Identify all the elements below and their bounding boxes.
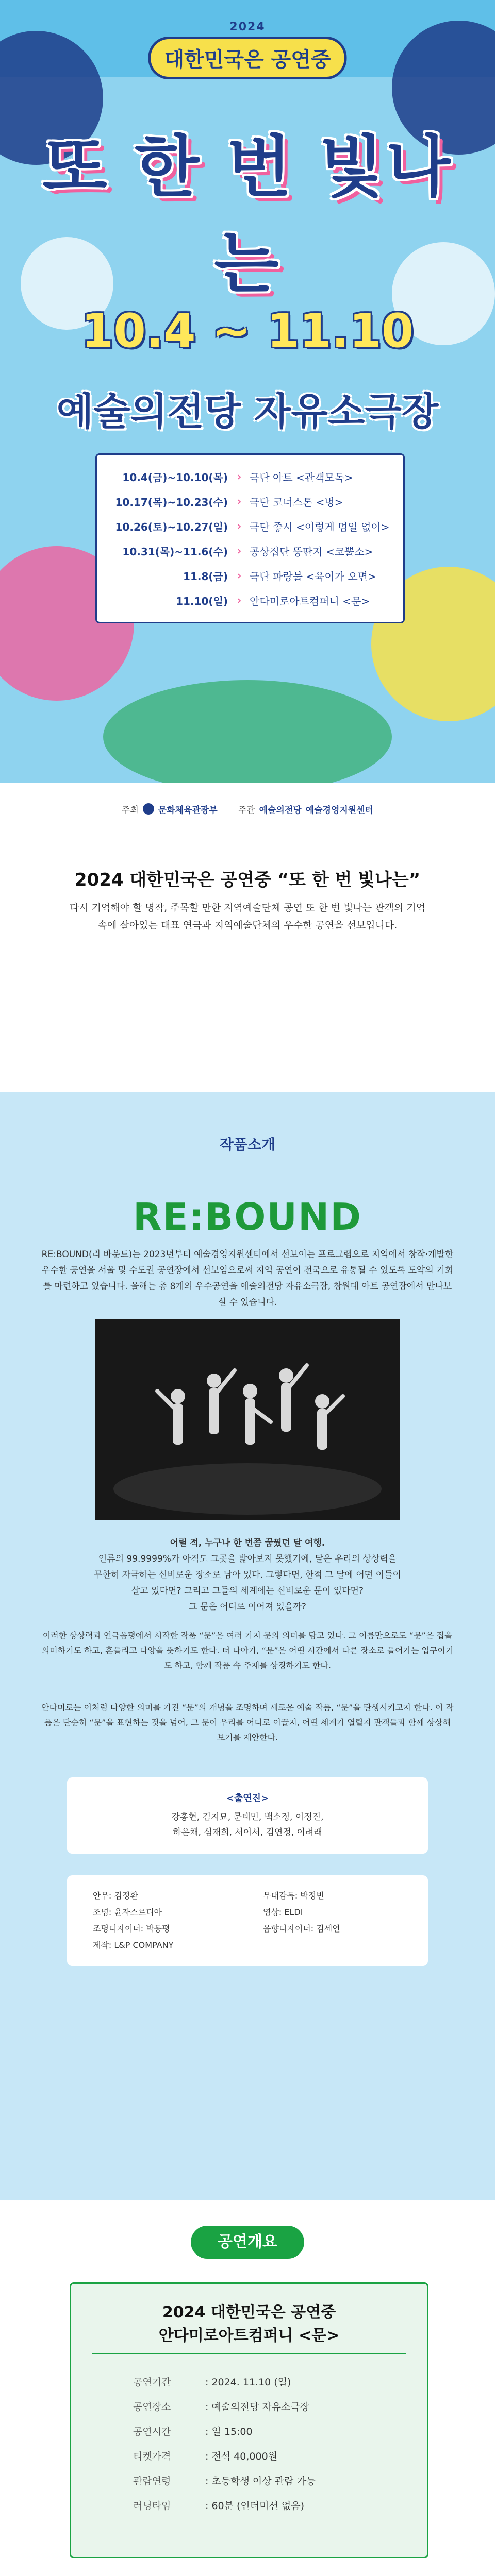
schedule-title: 극단 코너스톤 <벙> bbox=[250, 496, 343, 509]
schedule-row bbox=[109, 588, 391, 613]
host-label: 주최 bbox=[121, 805, 139, 816]
schedule-row bbox=[109, 464, 391, 489]
staff-item: 무대감독: 박정빈 bbox=[263, 1891, 324, 1901]
staff-item: 영상: ELDI bbox=[263, 1907, 303, 1917]
hero-year: 2024 bbox=[229, 21, 266, 33]
poem-line: 무한히 자극하는 신비로운 장소로 남아 있다. 그렇다면, 한적 그 달에 어떤 이들이 bbox=[94, 1570, 401, 1580]
overview-key: 관람연령 bbox=[133, 2475, 171, 2487]
staff-item: 안무: 김정환 bbox=[93, 1891, 138, 1901]
overview-value: : 2024. 11.10 (일) bbox=[205, 2376, 291, 2388]
hero-badge bbox=[148, 21, 346, 79]
organizer-label: 주관 bbox=[238, 805, 255, 816]
schedule-date: 11.8(금) bbox=[183, 570, 228, 583]
schedule-date: 10.17(목)~10.23(수) bbox=[115, 496, 228, 509]
organizer-credit bbox=[238, 803, 373, 816]
hero-main-title: 또 한 번 빛나는 bbox=[42, 128, 453, 302]
poem-line: 살고 있다면? 그리고 그들의 세계에는 신비로운 문이 있다면? bbox=[131, 1586, 364, 1596]
staff-item: 조명디자이너: 박동평 bbox=[93, 1924, 170, 1934]
organizer2-name: 예술경영지원센터 bbox=[305, 805, 374, 816]
overview-value: : 초등학생 이상 관람 가능 bbox=[205, 2475, 316, 2487]
staff-box bbox=[67, 1875, 428, 1966]
schedule-row bbox=[109, 514, 391, 538]
story-paragraph-2: 안다미로는 이처럼 다양한 의미를 가진 “문”의 개념을 조명하며 새로운 예술 작품, “문”을 탄생시키고자 한다. 이 작품은 단순히 “문”을 표현하는 것을 넘어, 그 문이 우리를 어디로 이끌지, 어떤 세계가 열릴지 관객들과 함께 상상해보기를 제안한다. bbox=[41, 1703, 454, 1742]
overview-row bbox=[133, 2369, 391, 2394]
schedule-date: 10.4(금)~10.10(목) bbox=[122, 471, 228, 484]
overview-row bbox=[133, 2394, 391, 2418]
government-logo-icon bbox=[143, 803, 154, 815]
overview-key: 공연기간 bbox=[133, 2376, 171, 2388]
rebound-logo: RE:BOUND bbox=[133, 1195, 362, 1239]
poem-line: 어릴 적, 누구나 한 번쯤 꿈꿨던 달 여행. bbox=[170, 1538, 325, 1548]
staff-item: 제작: L&P COMPANY bbox=[93, 1940, 174, 1950]
overview-details bbox=[133, 2369, 391, 2517]
overview-row bbox=[133, 2493, 391, 2517]
overview-row bbox=[133, 2468, 391, 2493]
schedule-title: 극단 아트 <관객모독> bbox=[250, 471, 353, 484]
cast-heading: <출연진> bbox=[226, 1793, 269, 1804]
poem-block bbox=[52, 1535, 443, 1615]
overview-value: : 예술의전당 자유소극장 bbox=[205, 2401, 310, 2413]
cast-box bbox=[67, 1777, 428, 1854]
host-name: 문화체육관광부 bbox=[158, 805, 218, 816]
schedule-row bbox=[109, 538, 391, 563]
decor-ellipse bbox=[103, 680, 392, 793]
overview-row bbox=[133, 2418, 391, 2443]
rebound-description: RE:BOUND(리 바운드)는 2023년부터 예술경영지원센터에서 선보이는 프로그램으로 지역에서 창작·개발한 우수한 공연을 서울 및 수도권 공연장에서 선보임으로써 지역 공연이 전국으로 유통될 수 있도록 도약의 기회를 마련하고 있습니다. 올해는 총 8개의 우수공연을 예술의전당 자유소극장, 창원대 아트 공연장에서 만나보실 수 있습니다. bbox=[41, 1249, 454, 1308]
staff-item: 조명: 윤자스르디아 bbox=[93, 1907, 162, 1917]
overview-value: : 일 15:00 bbox=[205, 2426, 253, 2437]
schedule-row bbox=[109, 563, 391, 588]
organizer-name: 예술의전당 bbox=[259, 805, 302, 816]
overview-key: 공연시간 bbox=[133, 2426, 171, 2437]
story-paragraph: 이러한 상상력과 연극음평에서 시작한 작품 “문”은 여러 가지 문의 의미를 담고 있다. 그 이름만으로도 “문”은 집을 의미하기도 하고, 흔들리고 다양을 뜻하기도 한다. 더 나아가, “문”은 어떤 시간에서 다른 장소로 들어가는 입구이기도 하고, 함께 작품 속 주제를 상징하기도 한다. bbox=[41, 1631, 454, 1670]
poem-line: 그 문은 어디로 이어져 있을까? bbox=[189, 1602, 306, 1612]
schedule-box bbox=[95, 453, 405, 623]
overview-divider bbox=[92, 2353, 406, 2354]
hero-poster bbox=[0, 0, 495, 835]
overview-pill: 공연개요 bbox=[191, 2226, 304, 2259]
cast-list bbox=[82, 1809, 412, 1840]
overview-row bbox=[133, 2443, 391, 2468]
overview-title: 2024 대한민국은 공연중 bbox=[162, 2303, 336, 2321]
cast-line: 하은채, 심재희, 서이서, 김연정, 이려래 bbox=[173, 1827, 322, 1838]
overview-value: : 60분 (인터미션 없음) bbox=[205, 2500, 305, 2512]
overview-key: 티켓가격 bbox=[133, 2450, 171, 2462]
schedule-title: 극단 좋시 <이렇게 멈일 없이> bbox=[250, 520, 390, 533]
staff-grid bbox=[82, 1889, 412, 1953]
overview-box bbox=[70, 2282, 428, 2558]
arrow-right-icon: › bbox=[237, 569, 242, 582]
schedule-date: 10.31(목)~11.6(수) bbox=[122, 545, 228, 558]
schedule-date: 10.26(토)~10.27(일) bbox=[115, 520, 228, 533]
work-intro-section bbox=[0, 1092, 495, 2200]
arrow-right-icon: › bbox=[237, 520, 242, 532]
overview-key: 공연장소 bbox=[133, 2401, 171, 2413]
arrow-right-icon: › bbox=[237, 495, 242, 507]
arrow-right-icon: › bbox=[237, 594, 242, 606]
arrow-right-icon: › bbox=[237, 545, 242, 557]
hero-dates: 10.4 ~ 11.10 bbox=[81, 304, 414, 358]
schedule-row bbox=[109, 489, 391, 514]
intro-title: 2024 대한민국은 공연중 “또 한 번 빛나는” bbox=[74, 870, 421, 890]
arrow-right-icon: › bbox=[237, 470, 242, 483]
staff-item: 음향디자이너: 김세연 bbox=[263, 1924, 340, 1934]
section-label-work-intro: 작품소개 bbox=[219, 1136, 276, 1153]
hero-series-title: 대한민국은 공연중 bbox=[148, 37, 346, 79]
overview-key: 러닝타임 bbox=[133, 2500, 171, 2512]
overview-section bbox=[0, 2200, 495, 2576]
schedule-title: 극단 파랑불 <육이가 오면> bbox=[250, 570, 376, 583]
poem-line: 인류의 99.9999%가 아직도 그곳을 밟아보지 못했기에, 달은 우리의 상상력을 bbox=[98, 1554, 397, 1564]
schedule-title: 공상집단 뚱딴지 <코뿔소> bbox=[250, 545, 373, 558]
hero-venue: 예술의전당 자유소극장 bbox=[56, 389, 439, 434]
intro-section bbox=[0, 835, 495, 1092]
schedule-title: 안다미로아트컴퍼니 <문> bbox=[250, 595, 370, 607]
overview-value: : 전석 40,000원 bbox=[205, 2450, 278, 2462]
performance-photo bbox=[95, 1319, 400, 1520]
schedule-date: 11.10(일) bbox=[176, 595, 228, 607]
intro-body: 다시 기억해야 할 명작, 주목할 만한 지역예술단체 공연 또 한 번 빛나는 관객의 기억속에 살아있는 대표 연극과 지역예술단체의 우수한 공연을 선보입니다. bbox=[69, 902, 426, 931]
host-credit bbox=[122, 803, 218, 816]
hero-credits bbox=[0, 783, 495, 835]
dancers-image-icon bbox=[95, 1319, 400, 1520]
overview-subtitle: 안다미로아트컴퍼니 <문> bbox=[158, 2327, 340, 2345]
cast-line: 강홍현, 김지묘, 문태민, 백소정, 이정진, bbox=[171, 1812, 324, 1822]
